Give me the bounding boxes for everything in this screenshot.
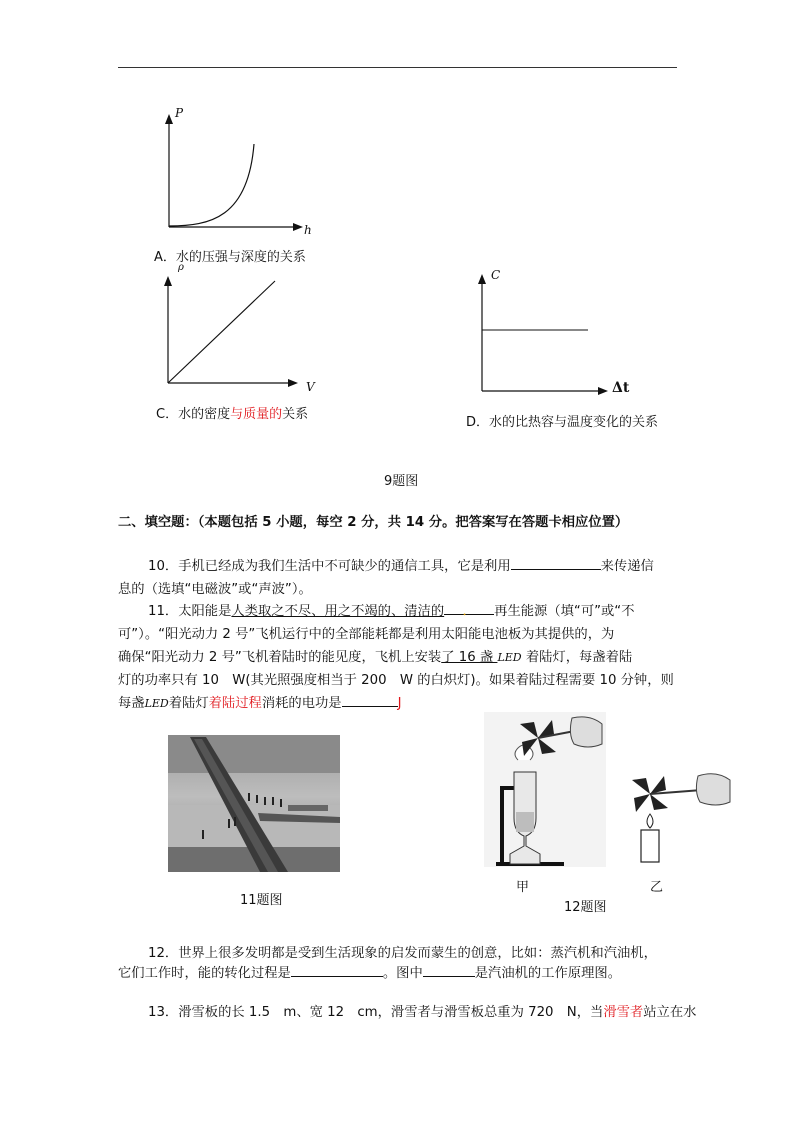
section-2-heading: 二、填空题：（本题包括 5 小题，每空 2 分，共 14 分。把答案写在答题卡相应位置） (118, 515, 629, 530)
graph-c-density-mass (150, 262, 330, 392)
q11-blank-2[interactable] (342, 692, 398, 707)
graph-d-xlabel: Δt (612, 380, 630, 396)
graph-d-x-arrow (598, 387, 608, 395)
q10-line-2: 息的（选填“电磁波”或“声波”）。 (118, 582, 312, 597)
graph-d-y-arrow (478, 274, 486, 284)
header-rule (118, 67, 677, 68)
q11-line-2: 可”）。“阳光动力 2 号”飞机运行中的全部能耗都是利用太阳能电池板为其提供的，为 (118, 627, 615, 642)
q12-blank-2[interactable] (423, 962, 475, 977)
q11-line-4: 灯的功率只有 10 W(其光照强度相当于 200 W 的白炽灯)。如果着陆过程需要 10 分钟，则 (118, 673, 674, 688)
graph-c-line (168, 281, 275, 383)
figure-12-caption: 12题图 (564, 900, 607, 915)
q11-line-3: 确保“阳光动力 2 号”飞机着陆时的能见度，飞机上安装了 16 盏 LED 着陆灯，每盏着陆 (118, 650, 633, 665)
graph-c-x-arrow (288, 379, 298, 387)
q13-line-1: 13．滑雪板的长 1.5 m、宽 12 cm，滑雪者与滑雪板总重为 720 N，当滑雪者站立在水 (148, 1005, 697, 1020)
graph-d-ylabel: C (491, 268, 501, 282)
graph-a-xlabel: h (304, 223, 312, 237)
q11-line-5: 每盏LED着陆灯着陆过程消耗的电功是 J (118, 692, 678, 715)
figure-11-caption: 11题图 (240, 893, 283, 908)
graph-c-y-arrow (164, 276, 172, 286)
q10-line-1: 10．手机已经成为我们生活中不可缺少的通信工具，它是利用 来传递信 (118, 555, 678, 578)
graph-a-curve (169, 144, 254, 226)
q11-line-1: 11．太阳能是人类取之不尽、用之不竭的、清洁的 ． 再生能源（填“可”或“不 (118, 600, 678, 623)
graph-a-pressure-depth (150, 100, 330, 240)
graph-a-x-arrow (293, 223, 303, 231)
graph-a-ylabel: P (175, 106, 184, 120)
graph-c-xlabel: V (306, 380, 315, 394)
q12-blank-1[interactable] (291, 962, 383, 977)
q12-line-1: 12．世界上很多发明都是受到生活现象的启发而蒙生的创意，比如：蒸汽机和汽油机， (148, 946, 657, 961)
experiment-jia (480, 712, 610, 872)
q12-line-2: 它们工作时，能的转化过程是 。图中 是汽油机的工作原理图。 (118, 962, 678, 985)
graph-a-y-arrow (165, 114, 173, 124)
figure-9-caption: 9题图 (384, 474, 419, 489)
q10-blank[interactable] (511, 555, 601, 570)
solar-plane-photo (168, 735, 340, 872)
q11-blank-1[interactable]: ． (444, 600, 494, 615)
graph-a-caption: A．水的压强与深度的关系 (154, 250, 306, 265)
label-jia: 甲 (516, 880, 530, 895)
graph-c-caption: C．水的密度与质量的关系 (156, 407, 309, 422)
label-yi: 乙 (650, 880, 664, 895)
graph-c-ylabel: ρ (178, 262, 184, 273)
experiment-yi (622, 768, 734, 868)
graph-d-caption: D．水的比热容与温度变化的关系 (466, 415, 659, 430)
